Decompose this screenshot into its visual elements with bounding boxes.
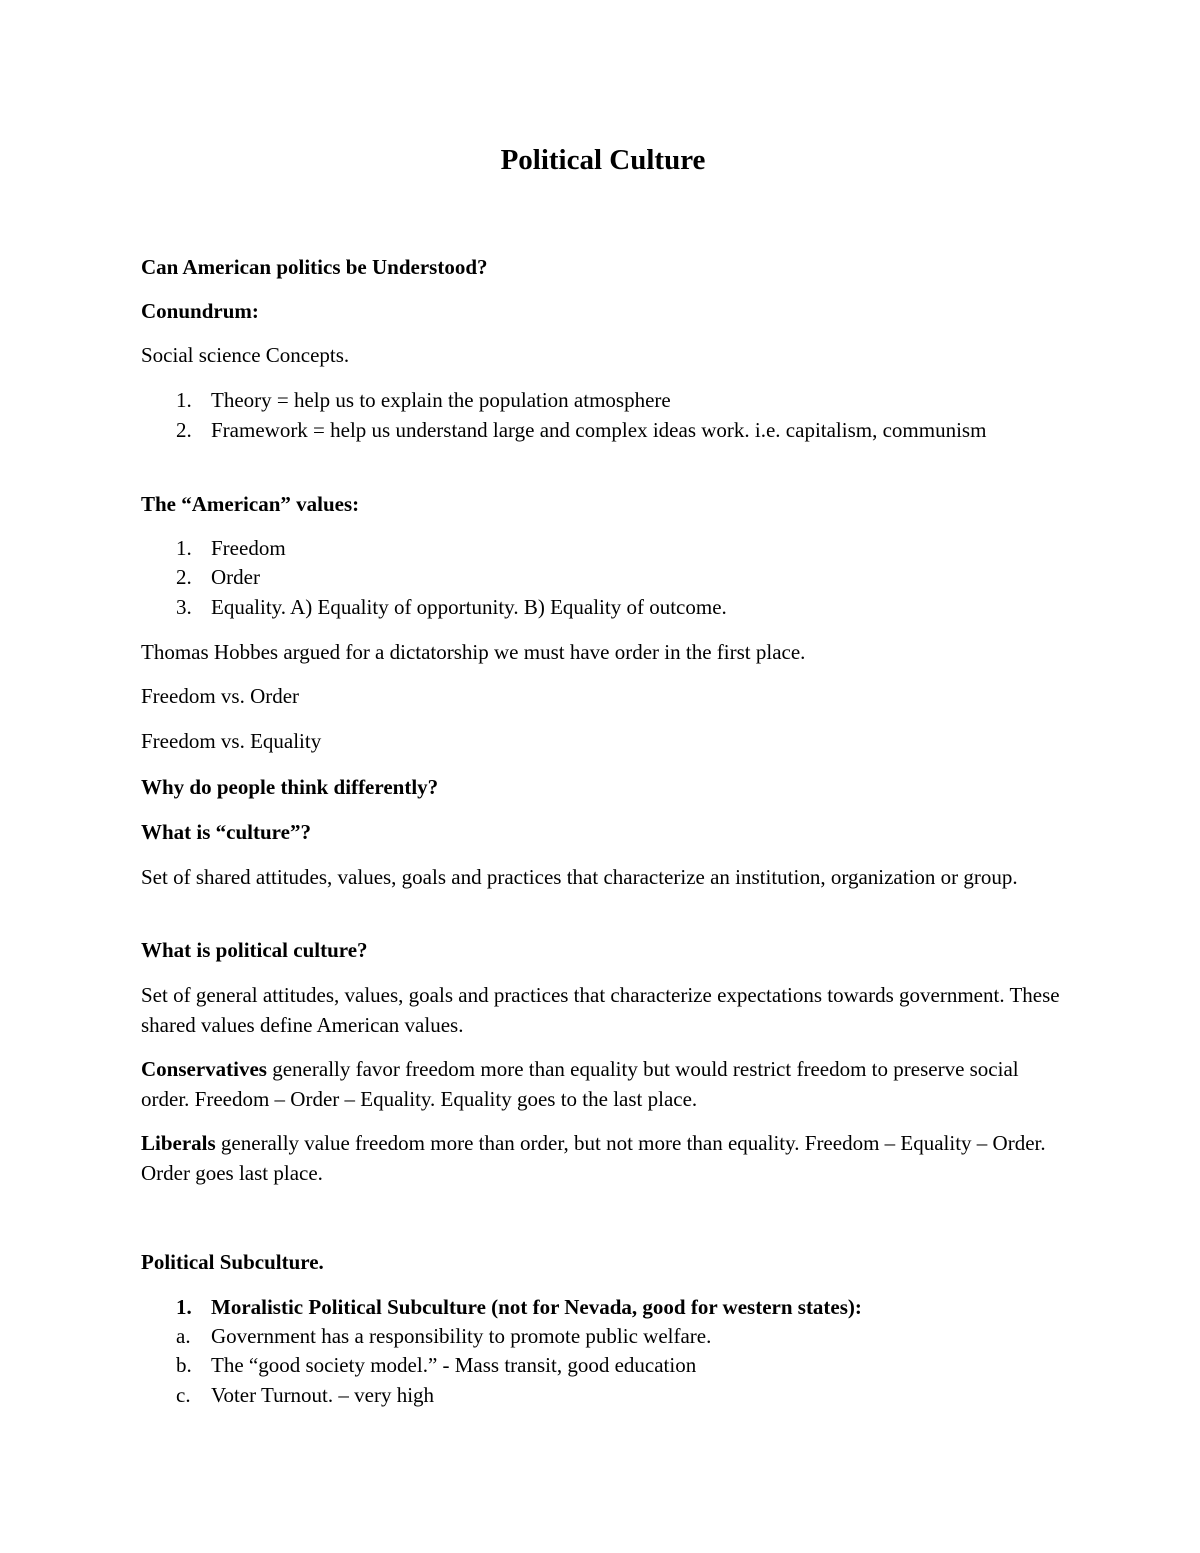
list-item-text: Voter Turnout. – very high bbox=[211, 1383, 435, 1407]
freedom-vs-equality: Freedom vs. Equality bbox=[141, 729, 322, 753]
list-item-text: Government has a responsibility to promote public welfare. bbox=[211, 1324, 712, 1348]
conundrum-heading: Conundrum: bbox=[141, 299, 259, 323]
question-heading: Can American politics be Understood? bbox=[141, 255, 488, 279]
political-culture-definition: Set of general attitudes, values, goals and practices that characterize expectations towards government. These shared values define American values. bbox=[141, 983, 1060, 1037]
liberals-text: generally value freedom more than order, but not more than equality. Freedom – Equality – Order. Order goes last place. bbox=[141, 1131, 1046, 1185]
list-marker: 2. bbox=[176, 565, 192, 589]
list-marker: c. bbox=[176, 1383, 191, 1407]
freedom-vs-order: Freedom vs. Order bbox=[141, 684, 300, 708]
conservatives-paragraph bbox=[141, 1054, 1071, 1114]
what-culture-heading: What is “culture”? bbox=[141, 820, 311, 844]
list-item-text: Freedom bbox=[211, 536, 286, 560]
list-item-text: Equality. A) Equality of opportunity. B) Equality of outcome. bbox=[211, 595, 727, 619]
list-item-text: Theory = help us to explain the population atmosphere bbox=[211, 388, 671, 412]
list-marker: 2. bbox=[176, 418, 192, 442]
concepts-label: Social science Concepts. bbox=[141, 343, 350, 367]
conservatives-term: Conservatives bbox=[141, 1057, 267, 1081]
liberals-paragraph bbox=[141, 1128, 1071, 1188]
list-item-text: The “good society model.” - Mass transit, good education bbox=[211, 1353, 697, 1377]
why-heading: Why do people think differently? bbox=[141, 775, 439, 799]
liberals-term: Liberals bbox=[141, 1131, 216, 1155]
list-marker: a. bbox=[176, 1324, 191, 1348]
conservatives-text: generally favor freedom more than equality but would restrict freedom to preserve social order. Freedom – Order – Equality. Equality goes to the last place. bbox=[141, 1057, 1019, 1111]
list-item-text: Order bbox=[211, 565, 260, 589]
list-marker: b. bbox=[176, 1353, 192, 1377]
subculture-heading: Political Subculture. bbox=[141, 1250, 324, 1274]
list-marker: 1. bbox=[176, 536, 192, 560]
list-marker: 1. bbox=[176, 1295, 192, 1319]
what-political-culture-heading: What is political culture? bbox=[141, 938, 368, 962]
list-marker: 1. bbox=[176, 388, 192, 412]
hobbes-paragraph: Thomas Hobbes argued for a dictatorship we must have order in the first place. bbox=[141, 640, 806, 664]
page-title: Political Culture bbox=[500, 144, 706, 176]
values-heading: The “American” values: bbox=[141, 492, 360, 516]
culture-definition: Set of shared attitudes, values, goals and practices that characterize an institution, organization or group. bbox=[141, 865, 1018, 889]
list-item-text: Framework = help us understand large and complex ideas work. i.e. capitalism, communism bbox=[211, 418, 987, 442]
list-marker: 3. bbox=[176, 595, 192, 619]
list-item-text: Moralistic Political Subculture (not for Nevada, good for western states): bbox=[211, 1295, 862, 1319]
